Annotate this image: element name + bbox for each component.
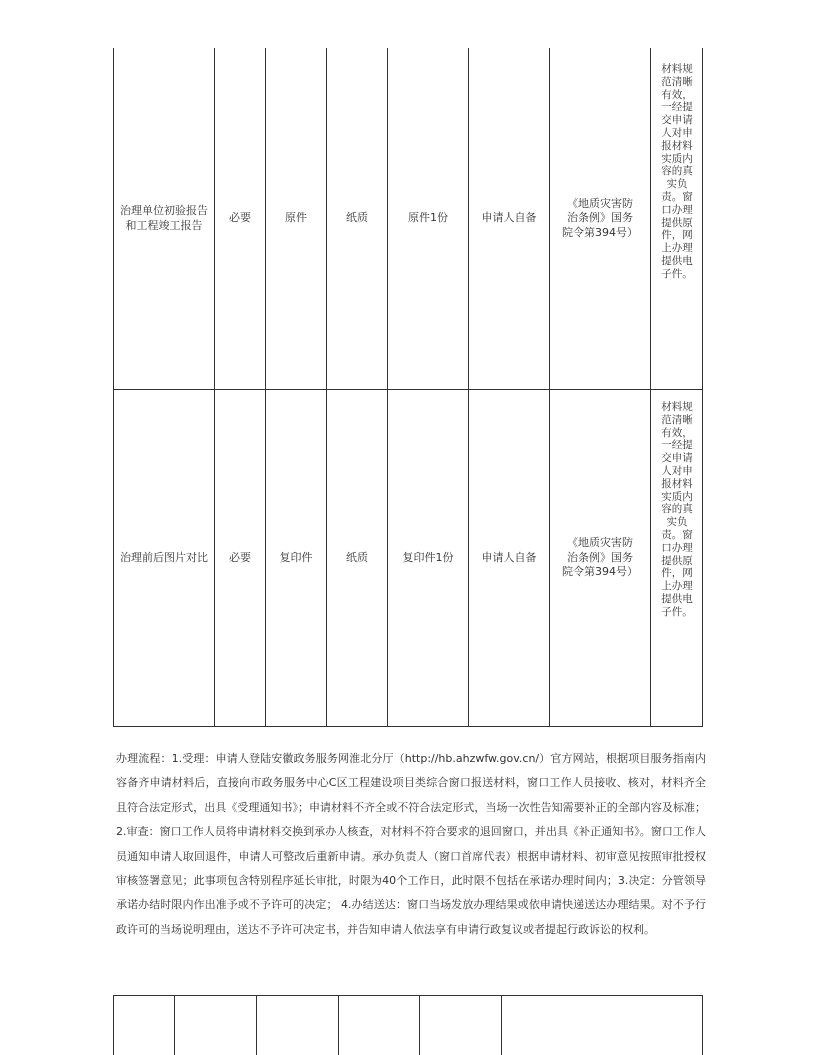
material-source-cell: 申请人自备: [481, 211, 537, 225]
table-column-border: [419, 995, 420, 1055]
material-name-cell: 治理前后图片对比: [120, 550, 208, 564]
material-form-cell: 复印件: [279, 550, 313, 564]
material-source-cell: 申请人自备: [481, 550, 537, 564]
table-column-border: [256, 995, 257, 1055]
process-description: 办理流程：1.受理：申请人登陆安徽政务服务网淮北分厅（http://hb.ahzwfw.gov.cn/）官方网站，根据项目服务指南内容备齐申请材料后，直接向市政务服务中心C区工程建设项目类综合窗口报送材料，窗口工作人员接收、核对，材料齐全且符合法定形式，出具《受理通知书》；申请材料不齐全或不符合法定形式，当场一次性告知需要补正的全部内容及标准； 2.审查：窗口工作人员将申请材料交换到承办人核查，对材料不符合要求的退回窗口，并出具《补正通知书》。窗口工作人员通知申请人取回退件，申请人可整改后重新申请。承办负责人（窗口首席代表）根据申请材料、初审意见按照审批授权审核签署意见；此事项包含特别程序延长审批，时限为40个工作日，此时限不包括在承诺办理时间内；3.决定：分管领导承诺办结时限内作出准予或不予许可的决定； 4.办结送达：窗口当场发放办理结果或依申请快递送达办理结果。对不予行政许可的当场说明理由，送达不予许可决定书，并告知申请人依法享有申请行政复议或者提起行政诉讼的权利。: [116, 752, 706, 936]
table-column-border: [113, 995, 114, 1055]
table-column-border: [338, 995, 339, 1055]
copies-cell: 复印件1份: [402, 550, 454, 564]
material-medium-cell: 纸质: [346, 211, 368, 225]
table-column-border: [702, 48, 703, 727]
table-column-border: [501, 995, 502, 1055]
legal-basis-cell: 《地质灾害防治条例》国务院令第394号）: [562, 196, 638, 239]
material-form-cell: 原件: [285, 211, 307, 225]
material-note-cell: 材料规范清晰有效，一经提交申请人对申报材料实质内容的真实负责。窗口办理提供原件，网上办理提供电子件。: [661, 63, 693, 280]
required-cell: 必要: [229, 550, 251, 564]
material-name-cell: 治理单位初验报告和工程竣工报告: [120, 204, 208, 232]
legal-basis-cell: 《地质灾害防治条例》国务院令第394号）: [562, 536, 638, 579]
table-column-border: [174, 995, 175, 1055]
table-bottom-border: [113, 726, 703, 727]
next-table-top-border: [113, 995, 703, 996]
table-column-border: [702, 995, 703, 1055]
table-column-border: [650, 48, 651, 727]
material-medium-cell: 纸质: [346, 550, 368, 564]
material-note-cell: 材料规范清晰有效，一经提交申请人对申报材料实质内容的真实负责。窗口办理提供原件，网上办理提供电子件。: [661, 401, 693, 618]
copies-cell: 原件1份: [408, 211, 448, 225]
required-cell: 必要: [229, 211, 251, 225]
